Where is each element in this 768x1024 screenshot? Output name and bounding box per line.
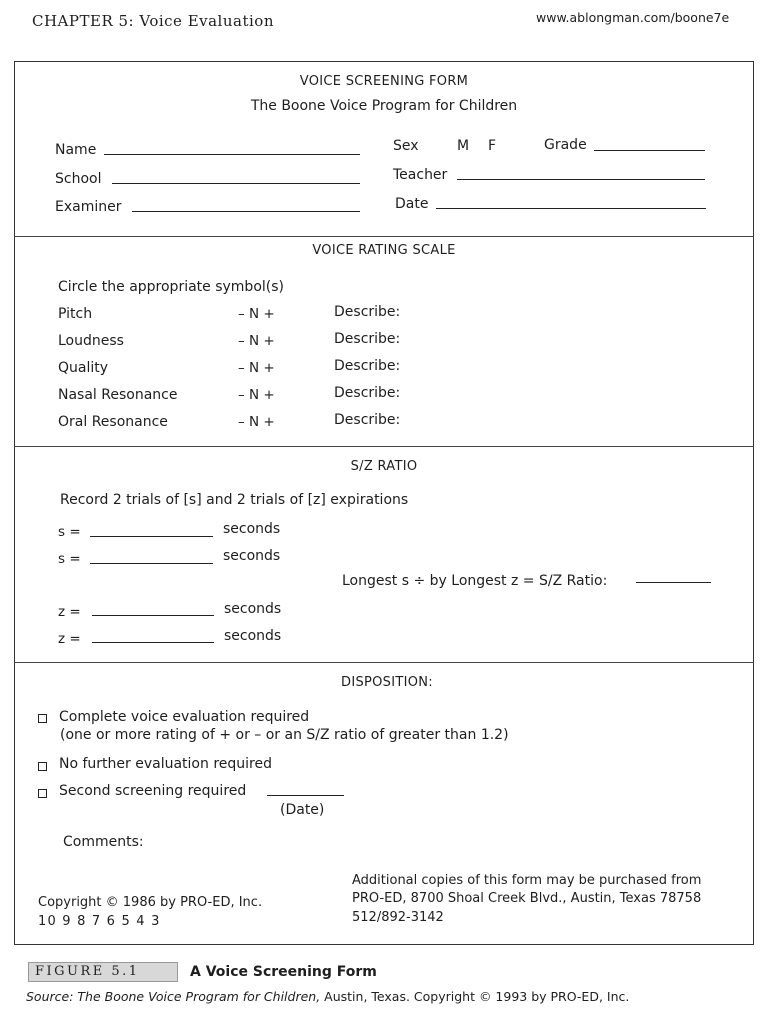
rating-symbols[interactable]: – N + bbox=[238, 414, 275, 430]
sz-ratio-heading: S/Z RATIO bbox=[350, 459, 418, 474]
trial-field[interactable] bbox=[92, 642, 214, 643]
option-note: (one or more rating of + or – or an S/Z ratio of greater than 1.2) bbox=[60, 727, 509, 743]
option-label: Complete voice evaluation required bbox=[59, 709, 310, 725]
teacher-label: Teacher bbox=[393, 167, 448, 183]
option-label: No further evaluation required bbox=[59, 756, 272, 772]
rating-describe: Describe: bbox=[334, 304, 401, 320]
chapter-heading: CHAPTER 5: Voice Evaluation bbox=[32, 12, 274, 30]
rating-describe: Describe: bbox=[334, 331, 401, 347]
source-title: The Boone Voice Program for Children, bbox=[77, 989, 321, 1004]
publisher-address: PRO-ED, 8700 Shoal Creek Blvd., Austin, Texas 78758 bbox=[352, 891, 702, 906]
school-label: School bbox=[55, 171, 102, 187]
rating-instruction: Circle the appropriate symbol(s) bbox=[58, 279, 284, 295]
grade-label: Grade bbox=[544, 137, 587, 153]
rating-symbols[interactable]: – N + bbox=[238, 306, 275, 322]
rating-symbols[interactable]: – N + bbox=[238, 360, 275, 376]
publisher-phone: 512/892-3142 bbox=[352, 910, 444, 925]
checkbox[interactable] bbox=[38, 714, 47, 723]
figure-title: A Voice Screening Form bbox=[190, 964, 377, 980]
trial-field[interactable] bbox=[90, 536, 213, 537]
sex-option-m[interactable]: M bbox=[457, 138, 470, 154]
examiner-label: Examiner bbox=[55, 199, 122, 215]
date-caption: (Date) bbox=[280, 802, 325, 818]
disposition-heading: DISPOSITION: bbox=[341, 675, 433, 690]
copyright-line: Copyright © 1986 by PRO-ED, Inc. bbox=[38, 895, 263, 910]
trial-field[interactable] bbox=[92, 615, 214, 616]
print-line: 10 9 8 7 6 5 4 3 bbox=[38, 914, 161, 929]
figure-source bbox=[26, 989, 629, 1004]
teacher-field[interactable] bbox=[457, 179, 705, 180]
sz-formula: Longest s ÷ by Longest z = S/Z Ratio: bbox=[342, 573, 608, 589]
name-field[interactable] bbox=[104, 154, 360, 155]
rating-label: Oral Resonance bbox=[58, 414, 168, 430]
source-rest: Austin, Texas. Copyright © 1993 by PRO-ED, Inc. bbox=[324, 989, 630, 1004]
option-label: Second screening required bbox=[59, 783, 247, 799]
section-divider-disposition bbox=[14, 662, 754, 663]
section-divider-sz bbox=[14, 446, 754, 447]
form-title: VOICE SCREENING FORM bbox=[299, 74, 469, 89]
rating-scale-heading: VOICE RATING SCALE bbox=[312, 243, 456, 258]
school-field[interactable] bbox=[112, 183, 360, 184]
trial-symbol: s = bbox=[58, 524, 81, 540]
trial-unit: seconds bbox=[224, 628, 282, 644]
sz-ratio-field[interactable] bbox=[636, 582, 711, 583]
sz-instruction: Record 2 trials of [s] and 2 trials of [z] expirations bbox=[60, 492, 409, 508]
rating-describe: Describe: bbox=[334, 385, 401, 401]
trial-unit: seconds bbox=[224, 601, 282, 617]
copies-line: Additional copies of this form may be purchased from bbox=[352, 873, 702, 888]
rating-symbols[interactable]: – N + bbox=[238, 387, 275, 403]
trial-symbol: z = bbox=[58, 631, 81, 647]
comments-label: Comments: bbox=[63, 834, 144, 850]
source-prefix: Source: bbox=[26, 989, 74, 1004]
trial-unit: seconds bbox=[223, 548, 281, 564]
rating-label: Pitch bbox=[58, 306, 93, 322]
grade-field[interactable] bbox=[594, 150, 705, 151]
date-field[interactable] bbox=[436, 208, 706, 209]
rating-label: Quality bbox=[58, 360, 109, 376]
rating-label: Nasal Resonance bbox=[58, 387, 178, 403]
date-label: Date bbox=[395, 196, 429, 212]
rating-describe: Describe: bbox=[334, 358, 401, 374]
trial-symbol: z = bbox=[58, 604, 81, 620]
book-url: www.ablongman.com/boone7e bbox=[536, 10, 730, 25]
second-screening-date-field[interactable] bbox=[267, 795, 344, 796]
rating-describe: Describe: bbox=[334, 412, 401, 428]
checkbox[interactable] bbox=[38, 762, 47, 771]
rating-symbols[interactable]: – N + bbox=[238, 333, 275, 349]
trial-unit: seconds bbox=[223, 521, 281, 537]
trial-field[interactable] bbox=[90, 563, 213, 564]
rating-label: Loudness bbox=[58, 333, 124, 349]
checkbox[interactable] bbox=[38, 789, 47, 798]
figure-label: FIGURE 5.1 bbox=[28, 962, 178, 982]
sex-option-f[interactable]: F bbox=[488, 138, 497, 154]
examiner-field[interactable] bbox=[132, 211, 360, 212]
name-label: Name bbox=[55, 142, 97, 158]
form-subtitle: The Boone Voice Program for Children bbox=[250, 98, 518, 114]
section-divider-rating bbox=[14, 236, 754, 237]
sex-label: Sex bbox=[393, 138, 419, 154]
trial-symbol: s = bbox=[58, 551, 81, 567]
